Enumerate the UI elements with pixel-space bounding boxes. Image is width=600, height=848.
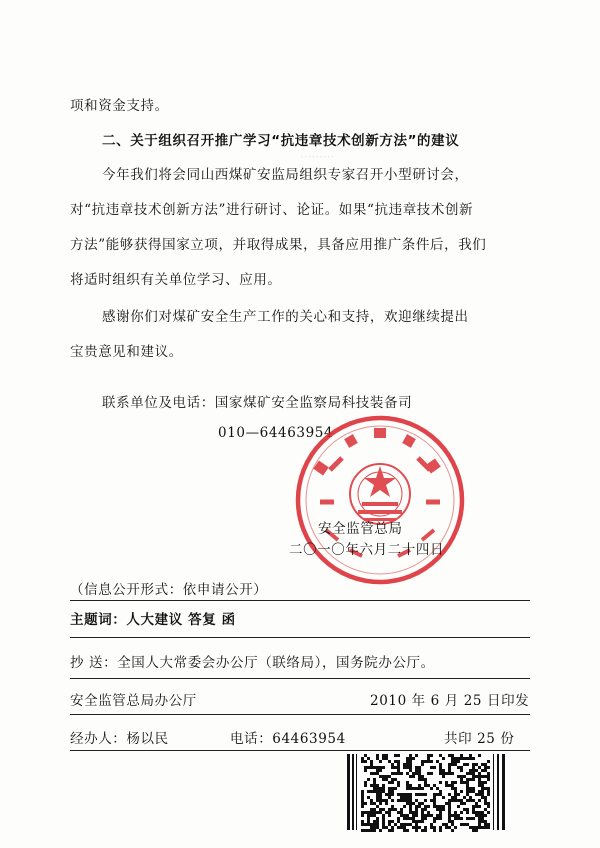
barcode-image (345, 752, 507, 832)
issue-date: 2010 年 6 月 25 日印发 (370, 693, 530, 709)
divider (70, 600, 530, 601)
contact-label: 联系单位及电话：国家煤矿安全监察局科技装备司 (102, 395, 413, 411)
handler-phone: 电话：64463954 (230, 731, 346, 747)
paragraph-line: 将适时组织有关单位学习、应用。 (70, 272, 282, 288)
divider (70, 750, 530, 751)
paragraph-line: 感谢你们对煤矿安全生产工作的关心和支持，欢迎继续提出 (102, 309, 469, 325)
divider (70, 637, 530, 638)
cc-line: 抄 送：全国人大常委会办公厅（联络局），国务院办公厅。 (70, 655, 435, 671)
copy-count: 共印 25 份 (444, 731, 515, 747)
disclosure-form: （信息公开形式：依申请公开） (70, 582, 268, 598)
issuer: 安全监管总局办公厅 (70, 693, 197, 709)
official-seal (290, 410, 470, 590)
subject-words: 主题词：人大建议 答复 函 (70, 612, 236, 628)
bleed-through-text: ········· (300, 150, 335, 164)
section-heading: 二、关于组织召开推广学习“抗违章技术创新方法”的建议 (102, 133, 460, 149)
divider (70, 678, 530, 679)
signature-org: 安全监管总局 (318, 521, 403, 537)
paragraph-line: 今年我们将会同山西煤矿安监局组织专家召开小型研讨会， (102, 167, 469, 183)
paragraph-line: 方法”能够获得国家立项，并取得成果，具备应用推广条件后，我们 (70, 237, 487, 253)
signature-date: 二〇一〇年六月二十四日 (289, 542, 445, 558)
handler: 经办人：杨以民 (70, 731, 169, 747)
body-line: 项和资金支持。 (70, 98, 169, 114)
paragraph-line: 对“抗违章技术创新方法”进行研讨、论证。如果“抗违章技术创新 (70, 202, 474, 218)
divider (70, 714, 530, 715)
contact-phone: 010—64463954 (218, 425, 334, 441)
paragraph-line: 宝贵意见和建议。 (70, 344, 183, 360)
